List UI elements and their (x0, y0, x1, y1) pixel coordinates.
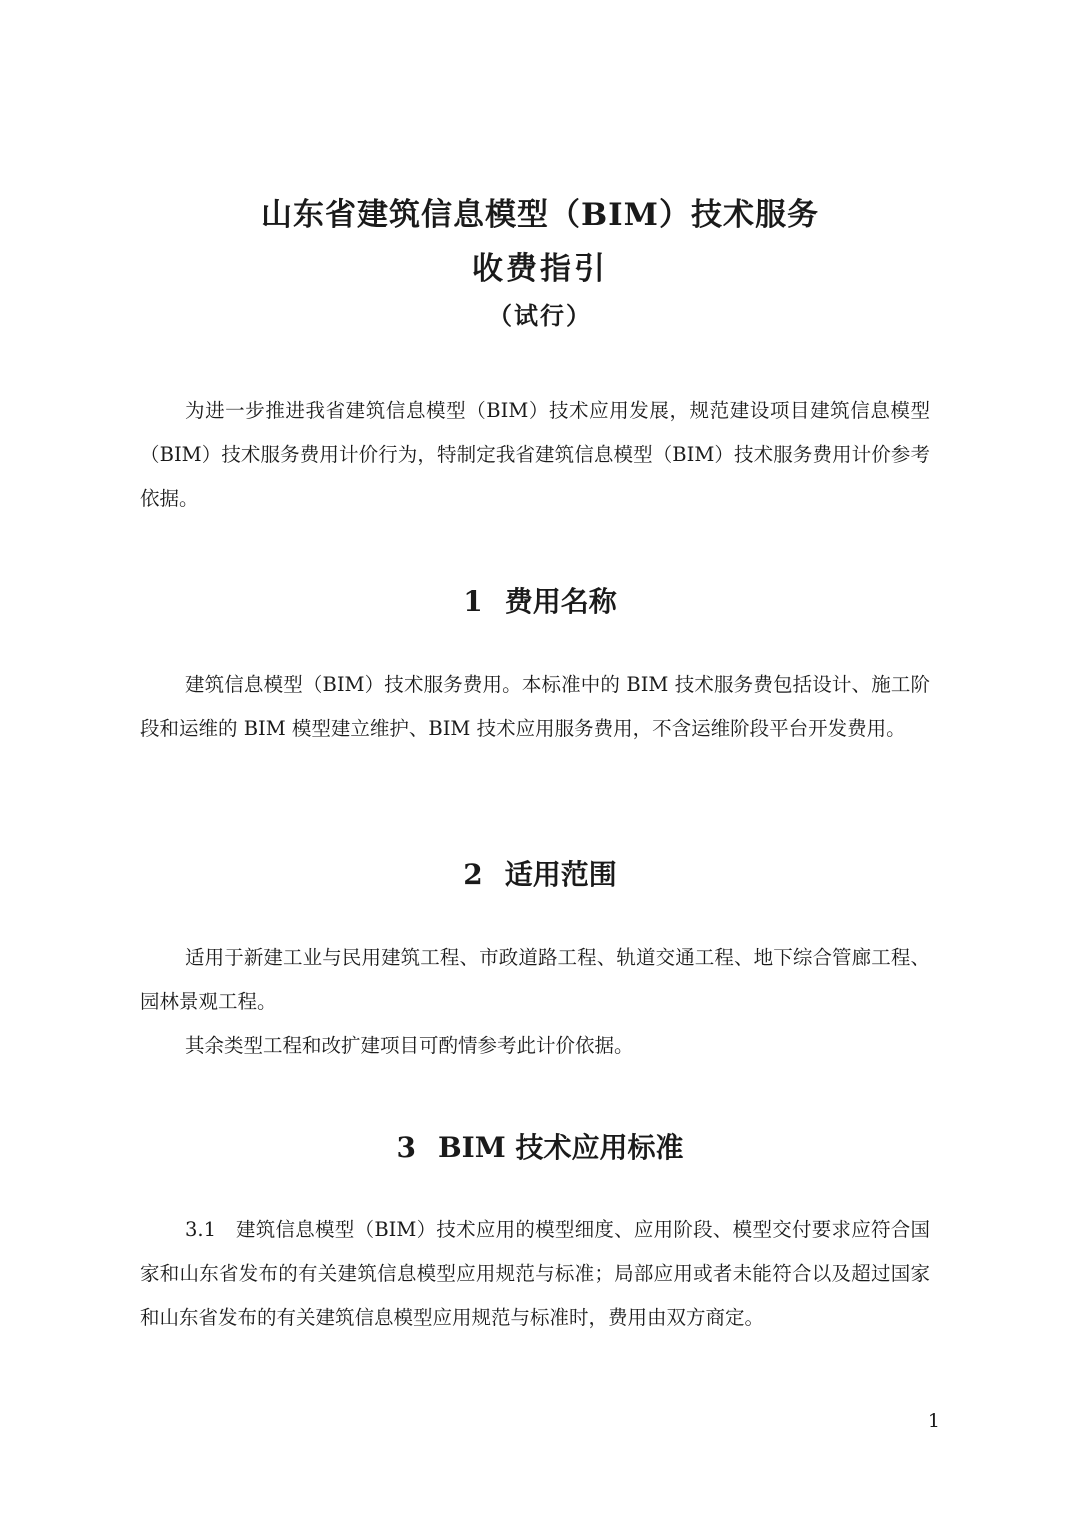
document-title-line2: 收费指引 (472, 251, 608, 287)
section-2-title: 适用范围 (504, 858, 617, 891)
section-2-number: 2 (463, 858, 483, 891)
section-3-number: 3 (396, 1131, 416, 1164)
section-2-heading (0, 853, 1080, 893)
section-2-paragraph-1: 适用于新建工业与民用建筑工程、市政道路工程、轨道交通工程、地下综合管廊工程、园林景观工程。 (140, 946, 930, 1013)
section-1-heading (0, 580, 1080, 620)
page-number: 1 (927, 1410, 940, 1432)
section-3-paragraph-1: 3.1 建筑信息模型（BIM）技术应用的模型细度、应用阶段、模型交付要求应符合国家和山东省发布的有关建筑信息模型应用规范与标准；局部应用或者未能符合以及超过国家和山东省发布的有关建筑信息模型应用规范与标准时，费用由双方商定。 (140, 1218, 930, 1329)
section-1-paragraph-1: 建筑信息模型（BIM）技术服务费用。本标准中的 BIM 技术服务费包括设计、施工阶段和运维的 BIM 模型建立维护、BIM 技术应用服务费用，不含运维阶段平台开发费用。 (140, 673, 930, 740)
section-3-heading (0, 1126, 1080, 1166)
section-2-paragraph-2: 其余类型工程和改扩建项目可酌情参考此计价依据。 (185, 1034, 634, 1057)
section-3-title: BIM 技术应用标准 (437, 1131, 684, 1164)
section-1-number: 1 (463, 585, 483, 618)
section-1-title: 费用名称 (504, 585, 617, 618)
document-title-line1: 山东省建筑信息模型（BIM）技术服务 (260, 197, 820, 233)
document-subtitle: （试行） (488, 301, 592, 330)
intro-paragraph: 为进一步推进我省建筑信息模型（BIM）技术应用发展，规范建设项目建筑信息模型（BIM）技术服务费用计价行为，特制定我省建筑信息模型（BIM）技术服务费用计价参考依据。 (140, 399, 930, 510)
